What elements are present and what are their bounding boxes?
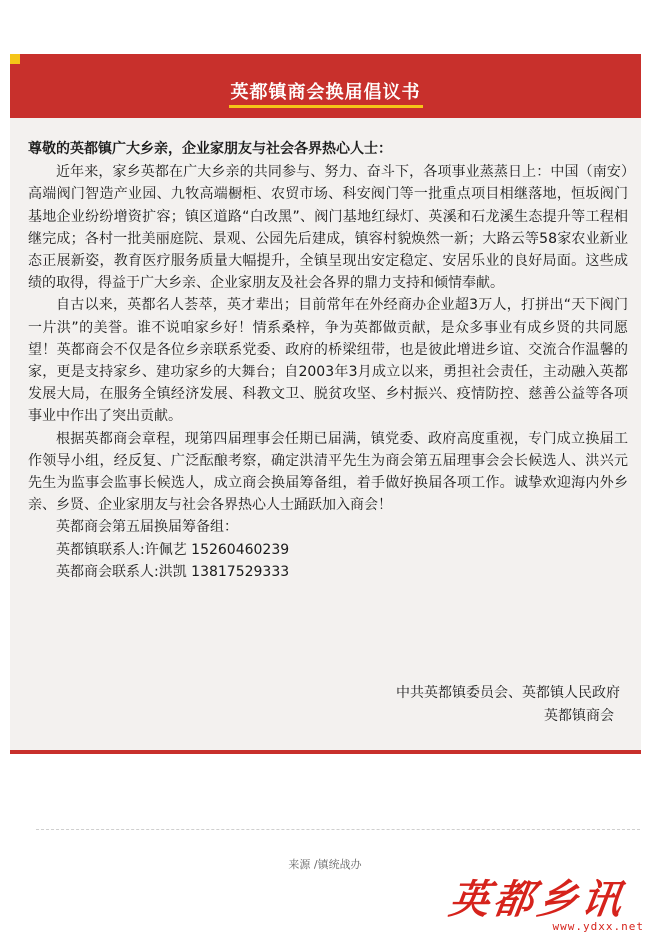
watermark-url: www.ydxx.net xyxy=(552,920,644,933)
letter-body xyxy=(28,138,628,583)
contact-chamber: 英都商会联系人:洪凯 13817529333 xyxy=(56,563,290,580)
panel-bottom-border xyxy=(10,750,641,754)
contact-town: 英都镇联系人:许佩艺 15260460239 xyxy=(56,541,290,558)
signature-chamber: 英都镇商会 xyxy=(544,708,614,724)
page-title: 英都镇商会换届倡议书 xyxy=(229,78,423,108)
divider xyxy=(36,829,640,830)
paragraph-election: 根据英都商会章程，现第四届理事会任期已届满，镇党委、政府高度重视，专门成立换届工作领导小组，经反复、广泛酝酿考察，确定洪清平先生为商会第五届理事会会长候选人、洪兴元先生为监事会监事长候选人，成立商会换届筹备组，着手做好换届各项工作。诚挚欢迎海内外乡亲、乡贤、企业家朋友与社会各界热心人士踊跃加入商会！ xyxy=(28,430,628,514)
contact-group-title: 英都商会第五届换届筹备组： xyxy=(56,519,238,536)
source-credit: 来源 /镇统战办 xyxy=(288,858,362,871)
greeting: 尊敬的英都镇广大乡亲，企业家朋友与社会各界热心人士： xyxy=(28,141,392,157)
paragraph-achievements: 近年来，家乡英都在广大乡亲的共同参与、努力、奋斗下，各项事业蒸蒸日上：中国（南安）高端阀门智造产业园、九牧高端橱柜、农贸市场、科安阀门等一批重点项目相继落地，恒坂阀门基地企业纷纷增资扩容；镇区道路“白改黑”、阀门基地红绿灯、英溪和石龙溪生态提升等工程相继完成；各村一批美丽庭院、景观、公园先后建成，镇容村貌焕然一新；大路云等58家农业新业态正展新姿，教育医疗服务质量大幅提升，全镇呈现出安定稳定、安居乐业的良好局面。这些成绩的取得，得益于广大乡亲、企业家朋友及社会各界的鼎力支持和倾情奉献。 xyxy=(28,164,628,292)
watermark-logo: 英都乡讯 xyxy=(446,876,629,923)
paragraph-history: 自古以来，英都名人荟萃，英才辈出；目前常年在外经商办企业超3万人，打拼出“天下阀门一片洪”的美誉。谁不说咱家乡好！情系桑梓，争为英都做贡献，是众多事业有成乡贤的共同愿望！英都商会不仅是各位乡亲联系党委、政府的桥梁纽带，也是彼此增进乡谊、交流合作温馨的家，更是支持家乡、建功家乡的大舞台；自2003年3月成立以来，勇担社会责任，主动融入英都发展大局，在服务全镇经济发展、科教文卫、脱贫攻坚、乡村振兴、疫情防控、慈善公益等各项事业中作出了突出贡献。 xyxy=(28,297,628,425)
signature-government: 中共英都镇委员会、英都镇人民政府 xyxy=(396,685,620,701)
title-banner xyxy=(10,54,641,118)
banner-corner-accent xyxy=(10,54,20,64)
